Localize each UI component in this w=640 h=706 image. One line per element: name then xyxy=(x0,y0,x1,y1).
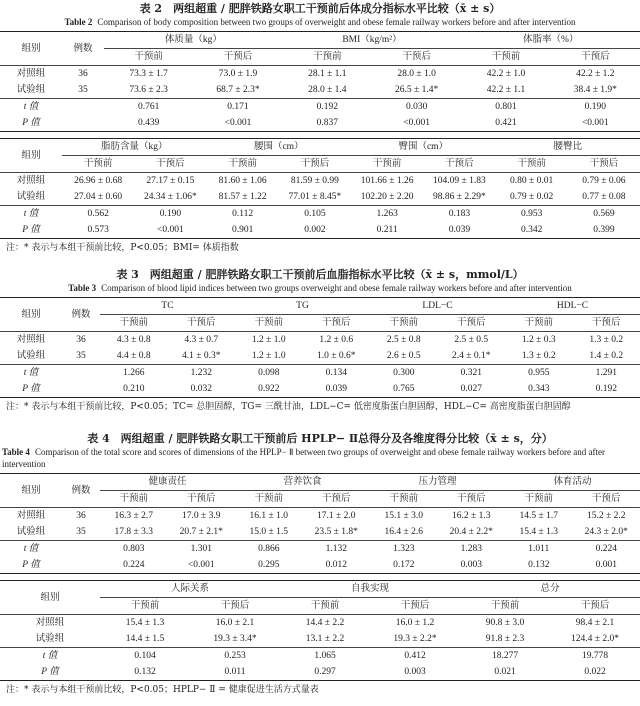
table-cell: 0.192 xyxy=(595,384,617,394)
sub-header: 干预后 xyxy=(321,318,351,328)
table-cell: 16.1 ± 1.0 xyxy=(249,511,288,521)
sub-header: 干预前 xyxy=(228,159,257,169)
table-cell: 27.04 ± 0.60 xyxy=(74,192,123,202)
table-cell: 26.5 ± 1.4* xyxy=(395,85,439,95)
table-cell: 4.1 ± 0.3* xyxy=(182,351,221,361)
table-cell: 0.955 xyxy=(528,368,550,378)
table-cell: 4.3 ± 0.7 xyxy=(184,335,219,345)
table-cell: 2.6 ± 0.5 xyxy=(386,351,421,361)
table-cell: 16.0 ± 1.2 xyxy=(395,618,435,628)
table-cell: 1.3 ± 0.2 xyxy=(589,335,624,345)
metric-header: 压力管理 xyxy=(370,474,505,491)
table-cell: 2.5 ± 0.5 xyxy=(454,335,489,345)
table-cell: 0.030 xyxy=(405,102,428,112)
table2-block xyxy=(0,2,640,255)
row-label: 试验组 xyxy=(16,527,46,537)
table-cell: 1.065 xyxy=(314,651,336,661)
table-cell: 15.4 ± 1.3 xyxy=(125,618,165,628)
table-cell: 77.01 ± 8.45* xyxy=(288,192,342,202)
table-cell: 0.183 xyxy=(448,209,471,219)
table-cell: 17.8 ± 3.3 xyxy=(114,527,153,537)
sub-header: 干预前 xyxy=(372,159,402,169)
row-n xyxy=(62,115,104,132)
row-label: 对照组 xyxy=(16,511,46,521)
table-cell: 0.112 xyxy=(232,209,254,219)
sub-header: 干预后 xyxy=(186,318,216,328)
table-cell: 73.0 ± 1.9 xyxy=(218,69,258,79)
table-row xyxy=(0,664,640,681)
table3-title-en xyxy=(0,282,640,294)
row-label: 对照组 xyxy=(16,176,46,186)
table-cell: 28.1 ± 1.1 xyxy=(308,69,347,79)
metric-header: 人际关系 xyxy=(100,581,280,598)
table-cell: 0.439 xyxy=(137,118,160,128)
table-cell: 91.8 ± 2.3 xyxy=(485,634,525,644)
col-group: 组别 xyxy=(0,298,62,332)
table-cell: 15.4 ± 1.3 xyxy=(519,527,558,537)
sub-header: 干预前 xyxy=(491,52,521,62)
table-cell: 16.2 ± 1.3 xyxy=(452,511,491,521)
table-row xyxy=(0,631,640,648)
table-row xyxy=(0,348,640,365)
table-cell: 124.4 ± 2.0* xyxy=(571,634,619,644)
row-label: t 值 xyxy=(42,651,58,661)
table-cell: 0.003 xyxy=(404,667,426,677)
table-cell: 42.2 ± 1.1 xyxy=(486,85,526,95)
table4-title-en-text: Comparison of the total score and scores of dimensions of the HPLP− Ⅱ between two groups of overweight and obese female railway workers before and after intervention xyxy=(2,447,606,469)
row-label: 试验组 xyxy=(16,192,46,202)
table-cell: 0.039 xyxy=(448,225,471,235)
table-cell: 0.224 xyxy=(123,560,145,570)
row-n xyxy=(62,557,100,574)
row-label: 对照组 xyxy=(16,69,46,79)
table-cell: 1.0 ± 0.6* xyxy=(317,351,356,361)
table-cell: 0.922 xyxy=(258,384,280,394)
table-cell: 0.80 ± 0.01 xyxy=(510,176,554,186)
table-cell: 0.79 ± 0.02 xyxy=(510,192,554,202)
table-cell: 19.3 ± 2.2* xyxy=(393,634,437,644)
table-cell: 0.190 xyxy=(159,209,182,219)
table-cell: 0.295 xyxy=(258,560,280,570)
table-cell: 15.1 ± 3.0 xyxy=(384,511,423,521)
table-cell: 0.953 xyxy=(520,209,543,219)
table2-part1 xyxy=(0,31,640,132)
table-row xyxy=(0,381,640,398)
sub-header: 干预后 xyxy=(581,52,610,62)
sub-header: 干预后 xyxy=(456,494,486,504)
table-cell: 1.291 xyxy=(595,368,617,378)
table-row xyxy=(0,508,640,525)
table-cell: 16.4 ± 2.6 xyxy=(384,527,423,537)
table-cell: 1.2 ± 0.3 xyxy=(521,335,556,345)
row-n xyxy=(62,541,100,558)
sub-header: 干预前 xyxy=(517,159,546,169)
table-cell: 0.901 xyxy=(231,225,254,235)
table3-title-en-text: Comparison of blood lipid indices between two groups overweight and obese female railway workers before and after intervention xyxy=(101,283,572,293)
col-n: 例数 xyxy=(62,32,104,66)
table-cell: 0.765 xyxy=(393,384,415,394)
table-cell: 19.3 ± 3.4* xyxy=(213,634,257,644)
table-cell: 16.0 ± 2.1 xyxy=(215,618,255,628)
sub-header: 干预后 xyxy=(580,601,610,611)
row-n: 36 xyxy=(76,335,86,345)
table-cell: 20.7 ± 2.1* xyxy=(179,527,223,537)
row-label: t 值 xyxy=(23,102,39,112)
table-cell: 24.3 ± 2.0* xyxy=(584,527,628,537)
sub-header: 干预后 xyxy=(220,601,250,611)
table-cell: 0.022 xyxy=(584,667,606,677)
table-cell: 102.20 ± 2.20 xyxy=(360,192,414,202)
table-cell: 4.3 ± 0.8 xyxy=(116,335,151,345)
sub-header: 干预后 xyxy=(591,318,621,328)
table-cell: 1.4 ± 0.2 xyxy=(589,351,624,361)
col-group: 组别 xyxy=(0,139,62,173)
table-cell: 23.5 ± 1.8* xyxy=(314,527,358,537)
table-cell: 101.66 ± 1.26 xyxy=(360,176,414,186)
table-row xyxy=(0,222,640,239)
table-cell: 2.4 ± 0.1* xyxy=(452,351,491,361)
table-cell: 0.321 xyxy=(460,368,482,378)
table-row xyxy=(0,206,640,223)
sub-header: 干预后 xyxy=(591,494,621,504)
table-cell: 104.09 ± 1.83 xyxy=(433,176,486,186)
table-cell: 1.232 xyxy=(190,368,212,378)
table-cell: 81.59 ± 0.99 xyxy=(290,176,339,186)
table-cell: 0.297 xyxy=(314,667,336,677)
table2-title-en xyxy=(0,16,640,28)
table-cell: 0.421 xyxy=(495,118,517,128)
metric-header: TC xyxy=(100,298,235,315)
table-row xyxy=(0,189,640,206)
row-n: 36 xyxy=(78,69,88,79)
table-cell: <0.001 xyxy=(224,118,252,128)
table-row xyxy=(0,82,640,99)
row-n: 35 xyxy=(76,527,86,537)
sub-header: 干预后 xyxy=(445,159,474,169)
metric-header: 腰围（cm） xyxy=(207,139,352,156)
table-cell: 1.263 xyxy=(376,209,398,219)
row-n xyxy=(62,99,104,116)
table-cell: 98.4 ± 2.1 xyxy=(575,618,615,628)
table-cell: 0.001 xyxy=(595,560,617,570)
sub-header: 干预前 xyxy=(130,601,160,611)
table-row xyxy=(0,524,640,541)
sub-header: 干预前 xyxy=(389,494,418,504)
table-cell: 81.60 ± 1.06 xyxy=(218,176,267,186)
table-cell: 17.0 ± 3.9 xyxy=(182,511,221,521)
row-n: 35 xyxy=(78,85,88,95)
metric-header: 腰臀比 xyxy=(496,139,640,156)
sub-header: 干预前 xyxy=(119,318,148,328)
table-cell: 28.0 ± 1.4 xyxy=(308,85,347,95)
sub-header: 干预前 xyxy=(310,601,340,611)
table-cell: 1.2 ± 1.0 xyxy=(251,351,286,361)
table2-part2 xyxy=(0,138,640,239)
table-cell: 0.032 xyxy=(190,384,212,394)
table-cell: 0.011 xyxy=(224,667,246,677)
table-cell: 0.573 xyxy=(87,225,109,235)
metric-header: 体育活动 xyxy=(505,474,640,491)
table-cell: 0.134 xyxy=(325,368,347,378)
sub-header: 干预后 xyxy=(156,159,185,169)
table-cell: 19.778 xyxy=(581,651,609,661)
col-n: 例数 xyxy=(62,298,100,332)
table4-block xyxy=(0,432,640,697)
sub-header: 干预后 xyxy=(589,159,619,169)
table-row xyxy=(0,115,640,132)
sub-header: 干预前 xyxy=(524,494,553,504)
table4-label-en: Table 4 xyxy=(2,447,30,457)
table-cell: 14.5 ± 1.7 xyxy=(519,511,558,521)
sub-header: 干预前 xyxy=(134,52,163,62)
row-label: t 值 xyxy=(23,368,39,378)
table3-table xyxy=(0,297,640,398)
sub-header: 干预后 xyxy=(400,601,430,611)
table-cell: 42.2 ± 1.2 xyxy=(576,69,615,79)
table-cell: 0.003 xyxy=(460,560,482,570)
row-n: 36 xyxy=(76,511,86,521)
metric-header: 臀围（cm） xyxy=(351,139,496,156)
metric-header: HDL−C xyxy=(505,298,640,315)
table-cell: 73.3 ± 1.7 xyxy=(129,69,168,79)
sub-header: 干预前 xyxy=(254,318,283,328)
row-label: 对照组 xyxy=(16,335,46,345)
row-label: 对照组 xyxy=(35,618,65,628)
table-row xyxy=(0,615,640,632)
table-cell: 0.132 xyxy=(134,667,156,677)
table-cell: 0.039 xyxy=(325,384,347,394)
table-cell: 26.96 ± 0.68 xyxy=(74,176,123,186)
table-cell: 20.4 ± 2.2* xyxy=(449,527,493,537)
table-cell: 14.4 ± 1.5 xyxy=(125,634,165,644)
col-group: 组别 xyxy=(0,581,100,615)
row-label: P 值 xyxy=(22,384,40,394)
table-row xyxy=(0,66,640,83)
row-label: P 值 xyxy=(22,560,40,570)
table-cell: 0.132 xyxy=(528,560,550,570)
table-cell: 4.4 ± 0.8 xyxy=(116,351,151,361)
table-cell: 0.79 ± 0.06 xyxy=(582,176,626,186)
metric-header: BMI（kg/m²） xyxy=(283,32,462,49)
table3-block xyxy=(0,268,640,414)
row-label: t 值 xyxy=(23,209,39,219)
sub-header: 干预后 xyxy=(186,494,216,504)
table-row xyxy=(0,332,640,349)
metric-header: 健康责任 xyxy=(100,474,235,491)
table-cell: 24.34 ± 1.06* xyxy=(144,192,197,202)
table2-label-en: Table 2 xyxy=(64,17,93,27)
sub-header: 干预前 xyxy=(83,159,113,169)
table-cell: 1.283 xyxy=(460,544,482,554)
table-cell: 1.3 ± 0.2 xyxy=(521,351,556,361)
table-cell: 0.801 xyxy=(495,102,517,112)
row-n: 35 xyxy=(76,351,86,361)
sub-header: 干预前 xyxy=(313,52,342,62)
row-label: 试验组 xyxy=(35,634,65,644)
sub-header: 干预后 xyxy=(223,52,253,62)
table-cell: 17.1 ± 2.0 xyxy=(317,511,356,521)
table-cell: <0.001 xyxy=(581,118,609,128)
table-row xyxy=(0,365,640,382)
table-cell: 0.210 xyxy=(123,384,145,394)
table-cell: 2.5 ± 0.8 xyxy=(386,335,421,345)
table-cell: 73.6 ± 2.3 xyxy=(129,85,168,95)
sub-header: 干预后 xyxy=(300,159,330,169)
table4-note: 注：* 表示与本组干预前比较，P<0.05；HPLP− Ⅱ = 健康促进生活方式量表 xyxy=(6,685,319,695)
table-cell: 0.224 xyxy=(595,544,617,554)
table-cell: 0.837 xyxy=(316,118,338,128)
table-cell: 18.277 xyxy=(491,651,519,661)
table-cell: 1.2 ± 1.0 xyxy=(251,335,286,345)
table4-part2 xyxy=(0,580,640,681)
row-label: P 值 xyxy=(41,667,59,677)
sub-header: 干预前 xyxy=(119,494,148,504)
table-row xyxy=(0,648,640,665)
table-cell: 15.0 ± 1.5 xyxy=(249,527,288,537)
table-cell: 0.761 xyxy=(137,102,160,112)
table-cell: 0.021 xyxy=(494,667,516,677)
table-cell: <0.001 xyxy=(157,225,184,235)
table-cell: 0.300 xyxy=(393,368,415,378)
col-n: 例数 xyxy=(62,474,100,508)
table-cell: 1.011 xyxy=(528,544,550,554)
table-cell: 0.803 xyxy=(123,544,145,554)
sub-header: 干预后 xyxy=(321,494,351,504)
table-row xyxy=(0,557,640,574)
table4-part1 xyxy=(0,473,640,574)
table-cell: 0.569 xyxy=(593,209,615,219)
table-cell: 0.253 xyxy=(224,651,246,661)
row-label: t 值 xyxy=(23,544,39,554)
table2-note: 注：* 表示与本组干预前比较，P<0.05；BMI= 体质指数 xyxy=(6,243,239,253)
table-cell: 0.399 xyxy=(593,225,615,235)
table-cell: 0.211 xyxy=(376,225,398,235)
table-cell: 28.0 ± 1.0 xyxy=(397,69,436,79)
table-cell: 1.323 xyxy=(393,544,415,554)
table2-title-en-text: Comparison of body composition between two groups of overweight and obese female railway workers before and after intervention xyxy=(97,17,576,27)
metric-header: 营养饮食 xyxy=(235,474,370,491)
table3-note: 注：* 表示与本组干预前比较，P<0.05；TC= 总胆固醇，TG= 三酰甘油，LDL−C= 低密度脂蛋白胆固醇，HDL−C= 高密度脂蛋白胆固醇 xyxy=(6,402,571,412)
row-n xyxy=(62,381,100,398)
table-cell: 0.104 xyxy=(134,651,156,661)
table-cell: 0.190 xyxy=(584,102,606,112)
sub-header: 干预前 xyxy=(389,318,418,328)
metric-header: 脂肪含量（kg） xyxy=(62,139,207,156)
col-group: 组别 xyxy=(0,474,62,508)
table-cell: 0.002 xyxy=(304,225,326,235)
table-cell: 38.4 ± 1.9* xyxy=(573,85,617,95)
table-cell: 0.562 xyxy=(87,209,109,219)
table-cell: 0.342 xyxy=(520,225,543,235)
col-group: 组别 xyxy=(0,32,62,66)
table-cell: 81.57 ± 1.22 xyxy=(218,192,267,202)
table-cell: 15.2 ± 2.2 xyxy=(587,511,626,521)
table-cell: 0.105 xyxy=(304,209,326,219)
metric-header: TG xyxy=(235,298,370,315)
metric-header: 自我实现 xyxy=(280,581,460,598)
row-label: P 值 xyxy=(22,118,40,128)
table-row xyxy=(0,173,640,190)
table-cell: <0.001 xyxy=(187,560,215,570)
table-cell: 13.1 ± 2.2 xyxy=(305,634,345,644)
table-cell: 1.266 xyxy=(123,368,145,378)
sub-header: 干预后 xyxy=(402,52,431,62)
sub-header: 干预前 xyxy=(490,601,520,611)
row-label: 试验组 xyxy=(16,85,46,95)
table-cell: 98.86 ± 2.29* xyxy=(433,192,486,202)
metric-header: 总分 xyxy=(460,581,640,598)
table-cell: 0.192 xyxy=(316,102,338,112)
metric-header: 体脂率（%） xyxy=(461,32,640,49)
table-cell: 0.412 xyxy=(404,651,426,661)
table-row xyxy=(0,541,640,558)
table2-title-cn: 表 2 两组超重 / 肥胖铁路女职工干预前后体成分指标水平比较（x̄ ± s） xyxy=(139,2,501,15)
table4-title-en xyxy=(0,446,640,470)
table-cell: 0.171 xyxy=(227,102,249,112)
sub-header: 干预后 xyxy=(456,318,486,328)
table-cell: 14.4 ± 2.2 xyxy=(305,618,345,628)
table-cell: 27.17 ± 0.15 xyxy=(146,176,195,186)
table-cell: 90.8 ± 3.0 xyxy=(485,618,525,628)
table-cell: <0.001 xyxy=(403,118,431,128)
row-label: 试验组 xyxy=(16,351,46,361)
metric-header: LDL−C xyxy=(370,298,505,315)
table-cell: 42.2 ± 1.0 xyxy=(486,69,526,79)
table3-title-cn: 表 3 两组超重 / 肥胖铁路女职工干预前后血脂指标水平比较（x̄ ± s，mmol/L） xyxy=(116,268,524,281)
table-cell: 1.132 xyxy=(325,544,347,554)
table-cell: 16.3 ± 2.7 xyxy=(114,511,153,521)
table-row xyxy=(0,99,640,116)
table-cell: 0.77 ± 0.08 xyxy=(582,192,626,202)
table-cell: 1.2 ± 0.6 xyxy=(319,335,354,345)
row-n xyxy=(62,365,100,382)
table4-title-cn: 表 4 两组超重 / 肥胖铁路女职工干预前后 HPLP− Ⅱ总得分及各维度得分比较（x̄ ± s，分） xyxy=(87,432,553,445)
metric-header: 体质量（kg） xyxy=(104,32,283,49)
sub-header: 干预前 xyxy=(524,318,553,328)
table-cell: 0.098 xyxy=(258,368,280,378)
table-cell: 1.301 xyxy=(190,544,212,554)
sub-header: 干预前 xyxy=(254,494,283,504)
table-cell: 0.172 xyxy=(393,560,415,570)
table-cell: 0.012 xyxy=(325,560,347,570)
table-cell: 0.343 xyxy=(528,384,550,394)
table-cell: 68.7 ± 2.3* xyxy=(216,85,260,95)
table3-label-en: Table 3 xyxy=(68,283,97,293)
row-label: P 值 xyxy=(22,225,40,235)
table-cell: 0.866 xyxy=(258,544,280,554)
table-cell: 0.027 xyxy=(460,384,482,394)
